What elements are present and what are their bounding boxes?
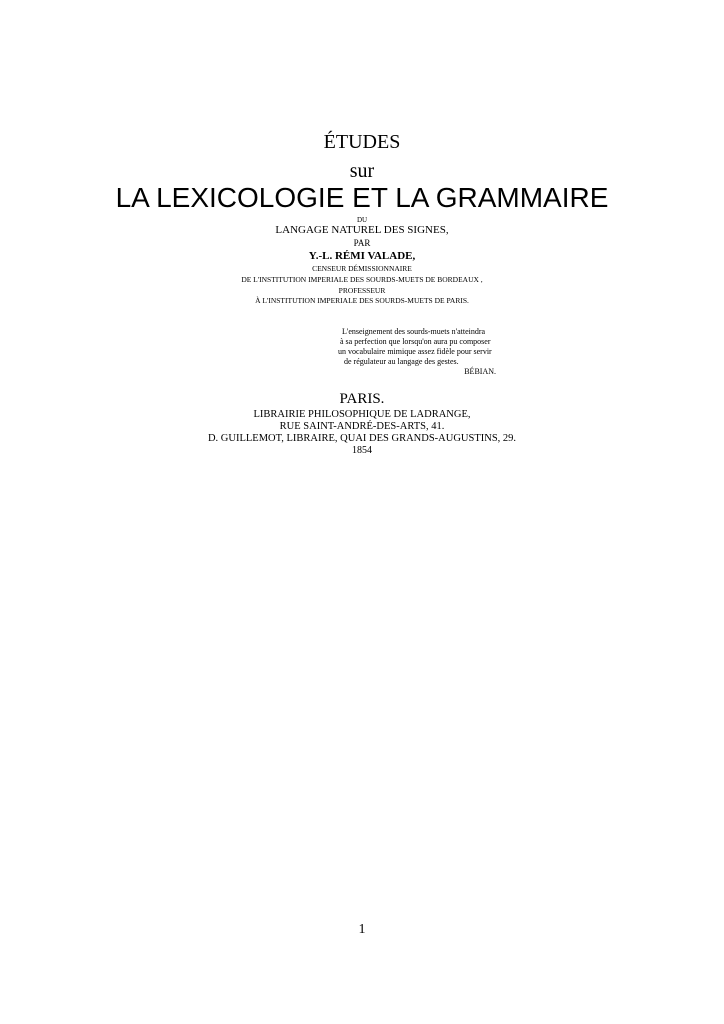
- title-du: DU: [356, 216, 368, 224]
- epigraph-line: un vocabulaire mimique assez fidèle pour servir: [338, 347, 492, 356]
- author-par: PAR: [353, 238, 371, 248]
- imprint-city: PARIS.: [339, 391, 385, 407]
- epigraph-line: L'enseignement des sourds-muets n'atteindra: [342, 327, 486, 336]
- author-role-professeur: PROFESSEUR: [338, 286, 386, 295]
- subtitle: LANGAGE NATUREL DES SIGNES,: [275, 224, 449, 236]
- imprint-year: 1854: [352, 445, 372, 456]
- epigraph-line: de régulateur au langage des gestes.: [344, 357, 459, 366]
- page-number: 1: [358, 922, 366, 937]
- imprint-publisher-guillemot: D. GUILLEMOT, LIBRAIRE, QUAI DES GRANDS-AUGUSTINS, 29.: [207, 433, 517, 444]
- epigraph-signature: BÉBIAN.: [464, 367, 496, 376]
- imprint-address: RUE SAINT-ANDRÉ-DES-ARTS, 41.: [279, 421, 445, 432]
- author-institution-bordeaux: DE L'INSTITUTION IMPERIALE DES SOURDS-MUETS DE BORDEAUX ,: [241, 275, 483, 284]
- author-role-censeur: CENSEUR DÉMISSIONNAIRE: [312, 264, 412, 273]
- title-etudes: ÉTUDES: [323, 131, 401, 153]
- author-name: Y.-L. RÉMI VALADE,: [308, 250, 416, 262]
- epigraph: [330, 327, 510, 377]
- main-title: LA LEXICOLOGIE ET LA GRAMMAIRE: [115, 182, 609, 213]
- imprint-publisher-ladrange: LIBRAIRIE PHILOSOPHIQUE DE LADRANGE,: [253, 409, 471, 420]
- author-institution-paris: À L'INSTITUTION IMPERIALE DES SOURDS-MUETS DE PARIS.: [255, 296, 469, 305]
- epigraph-line: à sa perfection que lorsqu'on aura pu composer: [340, 337, 491, 346]
- title-sur: sur: [349, 160, 375, 182]
